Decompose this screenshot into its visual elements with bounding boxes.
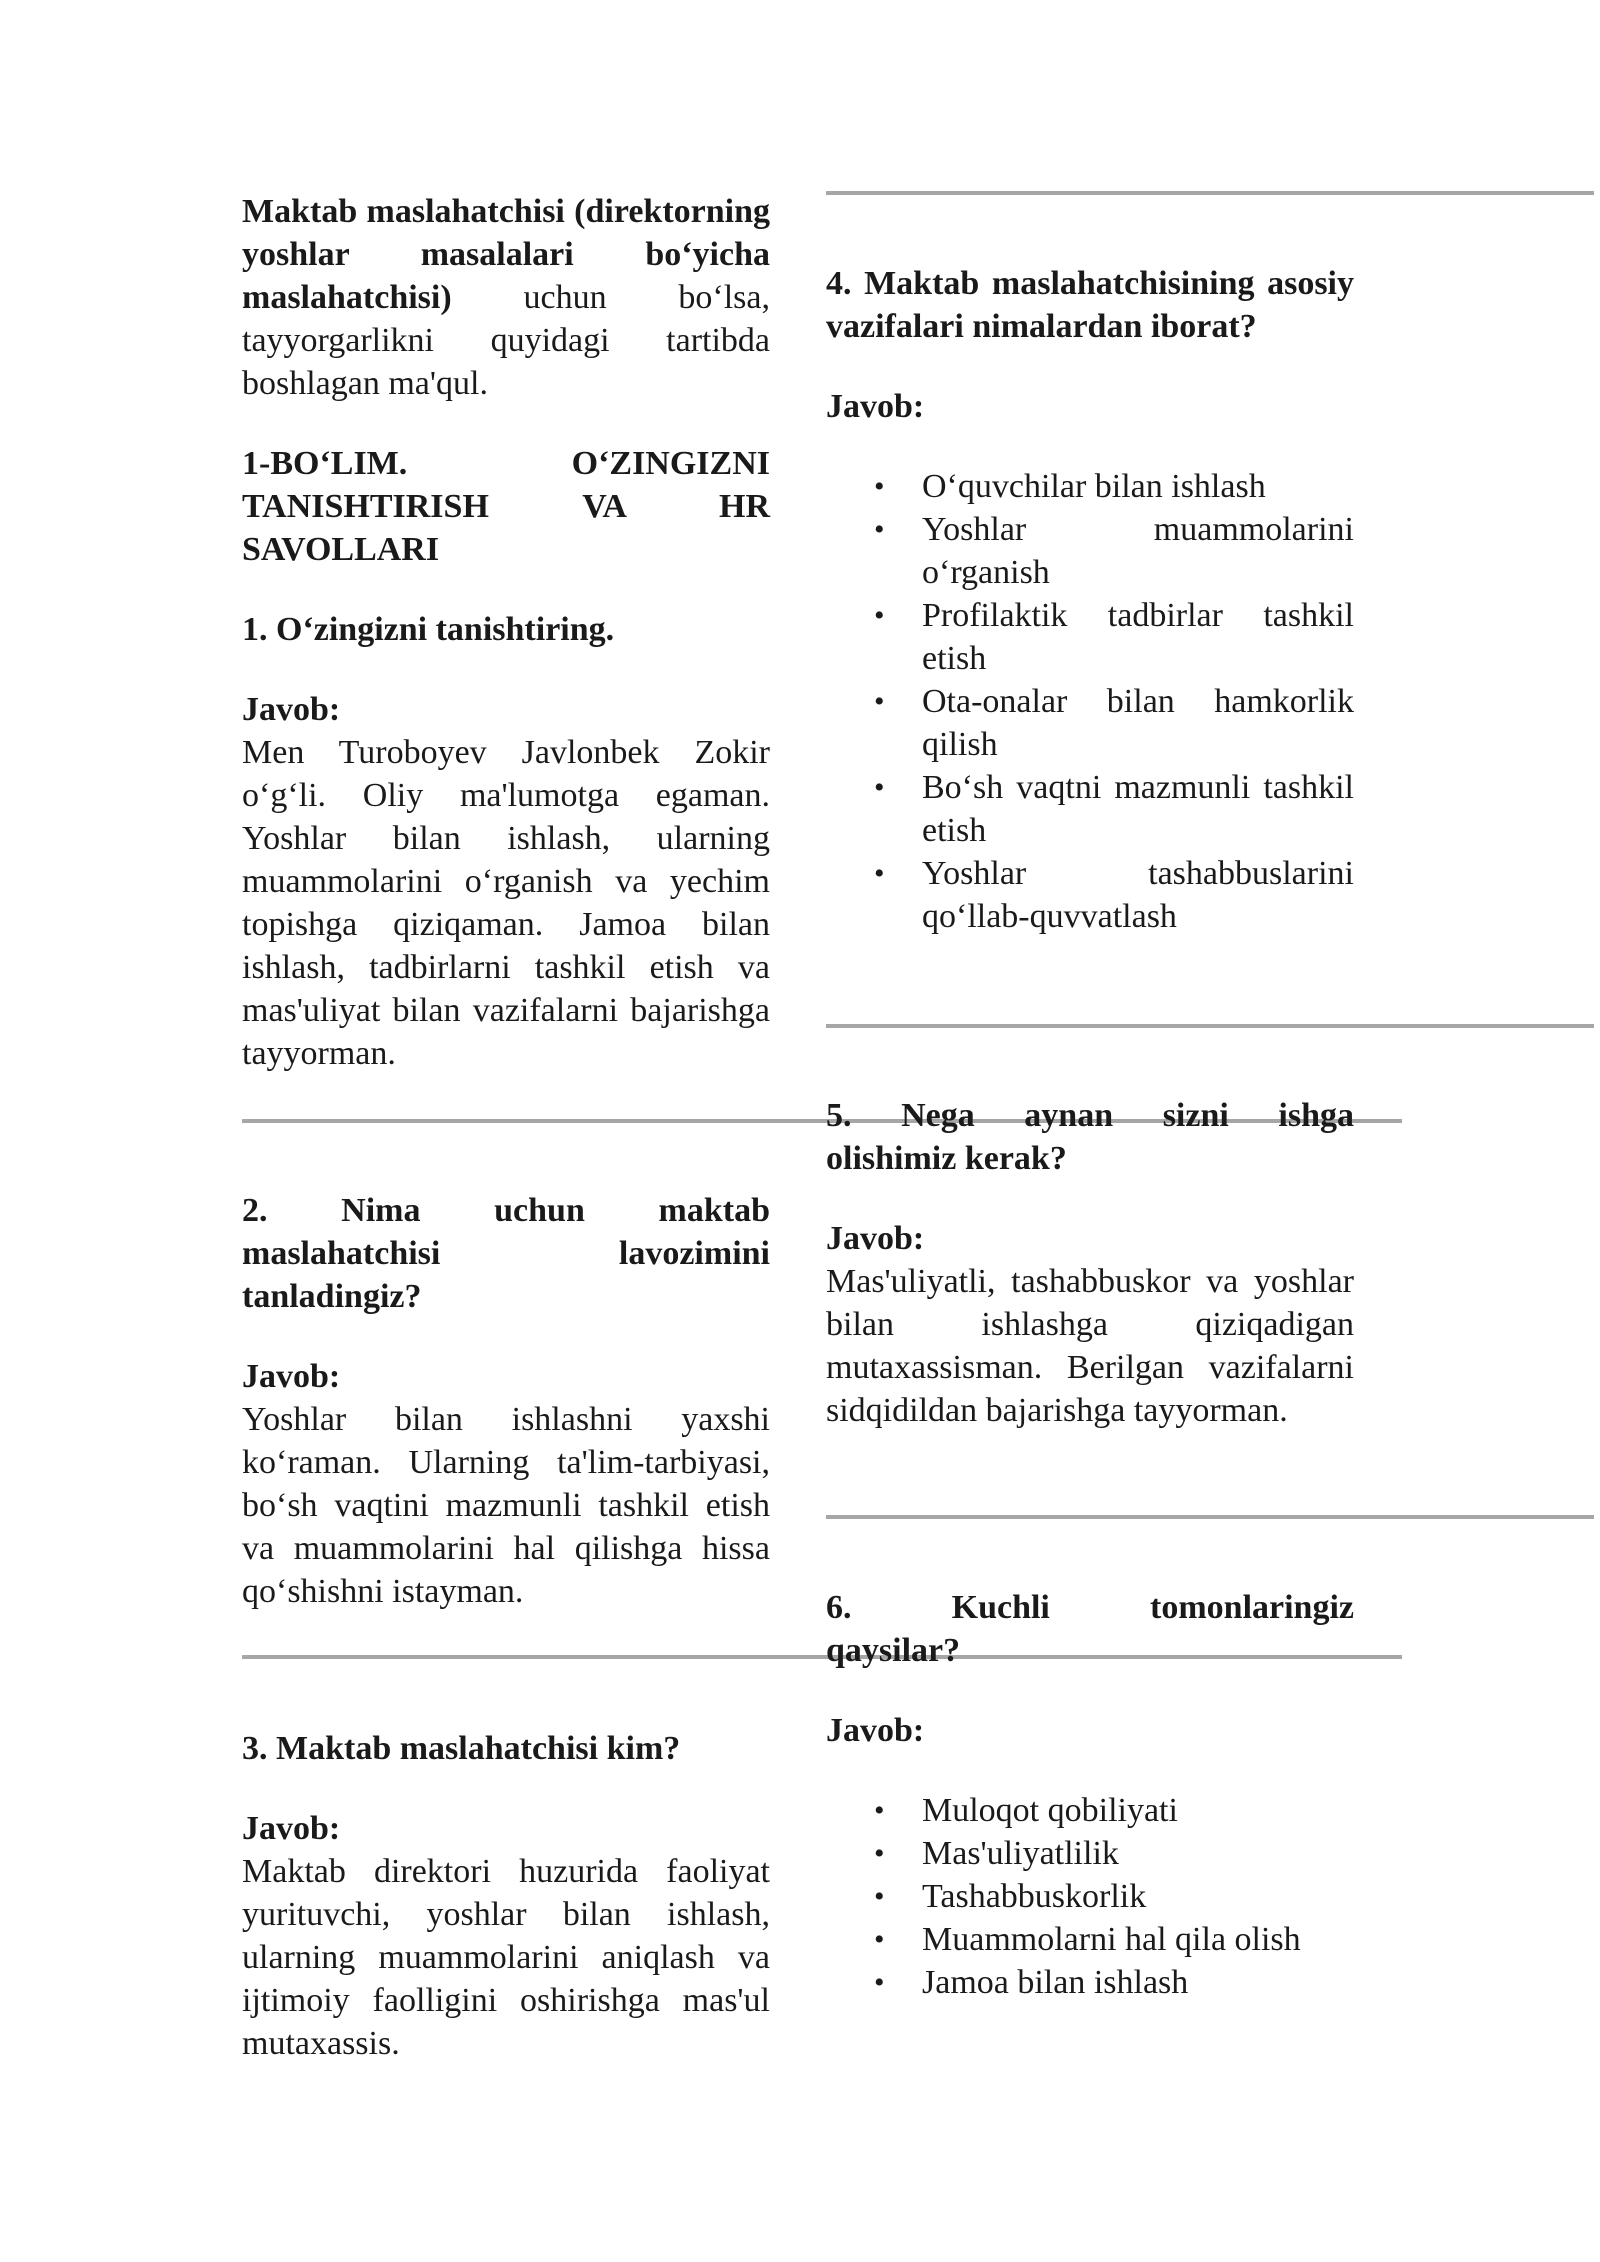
intro-rest: uchun bo‘lsa, tayyorgarlikni quyidagi tartibda boshlagan ma'qul. [242,279,770,402]
list-item: • Muloqot qobiliyati [826,1789,1354,1832]
list-item: • Jamoa bilan ishlash [826,1961,1354,2004]
answer-3: Maktab direktori huzurida faoliyat yurituvchi, yoshlar bilan ishlash, ularning muammolarini aniqlash va ijtimoiy faolligini oshirishga mas'ul mutaxassis. [242,1853,770,2062]
strengths-list [826,1789,1354,2004]
rule-after-q4 [826,1024,1594,1028]
list-item: • O‘quvchilar bilan ishlash [826,465,1354,508]
question-6-line2: qaysilar? [826,1632,961,1669]
rule-top-right [826,191,1594,195]
question-5-line1: 5. Nega aynan sizni ishga [826,1097,1354,1134]
list-item: • Ota-onalar bilan hamkorlik qilish [826,680,1354,766]
right-column-q5 [826,1137,1354,1432]
answer-5: Mas'uliyatli, tashabbuskor va yoshlar bilan ishlashga qiziqadigan mutaxassisman. Berilgan vazifalarni sidqidildan bajarishga tayyorman. [826,1263,1354,1429]
answer-label-2: Javob: [242,1358,341,1395]
question-4: 4. Maktab maslahatchisining asosiy vazifalari nimalardan iborat? [826,265,1354,345]
list-item: • Muammolarni hal qila olish [826,1918,1354,1961]
section-title-line2: TANISHTIRISH VA HR [242,488,770,525]
answer-label-6: Javob: [826,1712,925,1749]
answer-label-1: Javob: [242,691,341,728]
duties-list [826,465,1354,938]
answer-label-3: Javob: [242,1810,341,1847]
question-2: 2. Nima uchun maktab maslahatchisi lavozimini tanladingiz? [242,1192,770,1315]
answer-label-5: Javob: [826,1220,925,1257]
list-item: • Yoshlar muammolarini o‘rganish [826,508,1354,594]
answer-label-4: Javob: [826,388,925,425]
question-3: 3. Maktab maslahatchisi kim? [242,1730,681,1767]
intro-paragraph [242,190,770,405]
rule-after-q5 [826,1515,1594,1519]
list-item: • Tashabbuskorlik [826,1875,1354,1918]
question-5-line2: olishimiz kerak? [826,1140,1067,1177]
right-column-q6 [826,1709,1354,2004]
section-title-line3: SAVOLLARI [242,531,440,568]
answer-1: Men Turoboyev Javlonbek Zokir o‘g‘li. Oliy ma'lumotga egaman. Yoshlar bilan ishlash, ularning muammolarini o‘rganish va yechim topishga qiziqaman. Jamoa bilan ishlash, tadbirlarni tashkil etish va mas'uliyat bilan vazifalarni bajarishga tayyorman. [242,734,770,1072]
right-column [826,262,1354,938]
question-6-line1: 6. Kuchli tomonlaringiz [826,1589,1354,1626]
list-item: • Profilaktik tadbirlar tashkil etish [826,594,1354,680]
section-title-line1: 1-BO‘LIM. O‘ZINGIZNI [242,445,770,482]
left-column [242,190,770,2065]
intro-bold: Maktab maslahatchisi (direktorning yoshlar masalalari bo‘yicha maslahatchisi) [242,193,770,316]
list-item: • Bo‘sh vaqtni mazmunli tashkil etish [826,766,1354,852]
list-item: • Mas'uliyatlilik [826,1832,1354,1875]
answer-2: Yoshlar bilan ishlashni yaxshi ko‘raman. Ularning ta'lim-tarbiyasi, bo‘sh vaqtini mazmunli tashkil etish va muammolarini hal qilishga hissa qo‘shishni istayman. [242,1401,770,1610]
question-1: 1. O‘zingizni tanishtiring. [242,611,615,648]
list-item: • Yoshlar tashabbuslarini qo‘llab-quvvatlash [826,852,1354,938]
